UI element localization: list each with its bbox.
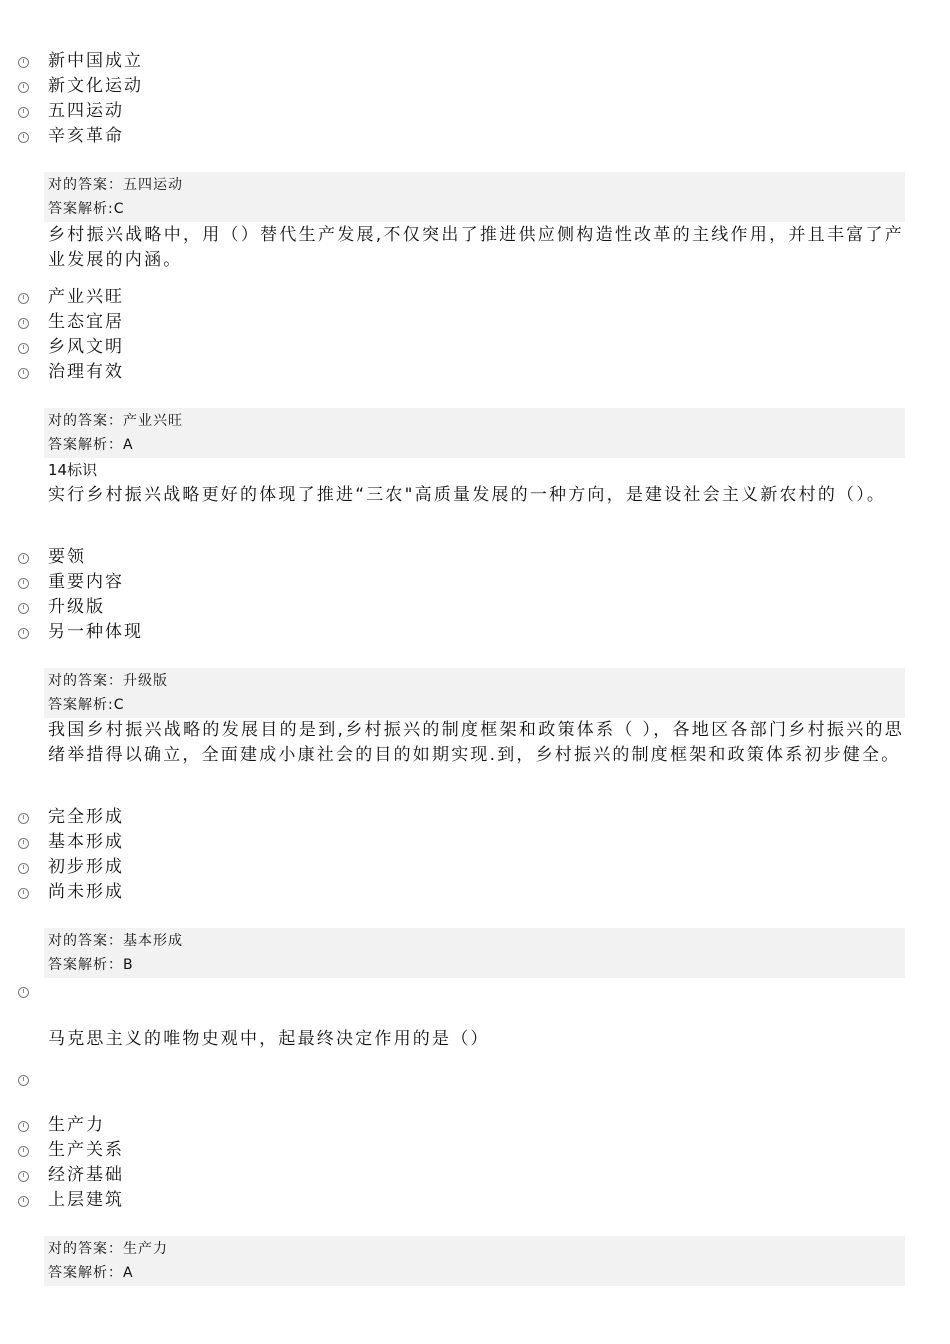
radio-icon[interactable] bbox=[18, 987, 29, 998]
answer-box bbox=[44, 1236, 905, 1286]
option-row[interactable] bbox=[18, 285, 124, 309]
radio-icon[interactable] bbox=[18, 578, 29, 589]
option-row[interactable] bbox=[18, 1138, 124, 1162]
option-row[interactable] bbox=[18, 595, 105, 619]
radio-icon[interactable] bbox=[18, 603, 29, 614]
radio-icon[interactable] bbox=[18, 888, 29, 899]
option-label: 辛亥革命 bbox=[48, 126, 124, 146]
option-label: 新中国成立 bbox=[48, 51, 143, 71]
option-row[interactable] bbox=[18, 1163, 124, 1187]
correct-answer: 对的答案：升级版 bbox=[48, 673, 168, 689]
option-row[interactable] bbox=[18, 880, 124, 904]
option-label: 乡风文明 bbox=[48, 337, 124, 357]
option-label: 升级版 bbox=[48, 597, 105, 617]
option-row[interactable] bbox=[18, 805, 124, 829]
radio-icon[interactable] bbox=[18, 368, 29, 379]
question-text: 我国乡村振兴战略的发展目的是到,乡村振兴的制度框架和政策体系（ ），各地区各部门乡村振兴的思绪举措得以确立，全面建成小康社会的目的如期实现.到，乡村振兴的制度框架和政策体系初步健全。 bbox=[48, 720, 904, 765]
radio-icon[interactable] bbox=[18, 813, 29, 824]
option-row[interactable] bbox=[18, 49, 143, 73]
radio-icon[interactable] bbox=[18, 838, 29, 849]
question-text: 实行乡村振兴战略更好的体现了推进“三农"高质量发展的一种方向，是建设社会主义新农村的（）。 bbox=[48, 485, 887, 505]
option-row[interactable] bbox=[18, 570, 124, 594]
radio-icon[interactable] bbox=[18, 1171, 29, 1182]
radio-icon[interactable] bbox=[18, 1146, 29, 1157]
option-label: 重要内容 bbox=[48, 572, 124, 592]
option-row[interactable] bbox=[18, 855, 124, 879]
option-row[interactable] bbox=[18, 830, 124, 854]
option-label: 产业兴旺 bbox=[48, 287, 124, 307]
question-text: 马克思主义的唯物史观中，起最终决定作用的是（） bbox=[48, 1029, 490, 1049]
radio-icon[interactable] bbox=[18, 318, 29, 329]
option-row[interactable] bbox=[18, 99, 124, 123]
option-label: 完全形成 bbox=[48, 807, 124, 827]
option-label: 上层建筑 bbox=[48, 1190, 124, 1210]
answer-analysis: 答案解析:C bbox=[48, 697, 125, 713]
option-label: 经济基础 bbox=[48, 1165, 124, 1185]
option-label: 治理有效 bbox=[48, 362, 124, 382]
answer-analysis: 答案解析:C bbox=[48, 201, 125, 217]
answer-box bbox=[44, 172, 905, 222]
option-label: 基本形成 bbox=[48, 832, 124, 852]
option-row[interactable] bbox=[18, 74, 143, 98]
correct-answer: 对的答案：基本形成 bbox=[48, 933, 183, 949]
radio-icon[interactable] bbox=[18, 293, 29, 304]
radio-icon[interactable] bbox=[18, 132, 29, 143]
option-row[interactable] bbox=[18, 360, 124, 384]
radio-icon[interactable] bbox=[18, 107, 29, 118]
option-label: 另一种体现 bbox=[48, 622, 143, 642]
note-label: 14标识 bbox=[48, 461, 98, 479]
option-row[interactable] bbox=[18, 620, 143, 644]
option-row[interactable] bbox=[18, 124, 124, 148]
radio-icon[interactable] bbox=[18, 1196, 29, 1207]
option-row[interactable] bbox=[18, 1113, 105, 1137]
option-label: 五四运动 bbox=[48, 101, 124, 121]
radio-icon[interactable] bbox=[18, 343, 29, 354]
option-label: 生态宜居 bbox=[48, 312, 124, 332]
option-label: 生产关系 bbox=[48, 1140, 124, 1160]
answer-box bbox=[44, 408, 905, 458]
correct-answer: 对的答案：生产力 bbox=[48, 1241, 168, 1257]
radio-icon[interactable] bbox=[18, 1121, 29, 1132]
radio-icon[interactable] bbox=[18, 1075, 29, 1086]
option-row[interactable] bbox=[18, 545, 86, 569]
option-row[interactable] bbox=[18, 335, 124, 359]
answer-box bbox=[44, 928, 905, 978]
radio-icon[interactable] bbox=[18, 57, 29, 68]
answer-analysis: 答案解析：A bbox=[48, 437, 134, 453]
answer-analysis: 答案解析：B bbox=[48, 957, 134, 973]
option-row[interactable] bbox=[18, 1188, 124, 1212]
radio-icon[interactable] bbox=[18, 863, 29, 874]
radio-icon[interactable] bbox=[18, 553, 29, 564]
option-row[interactable] bbox=[18, 310, 124, 334]
question-text: 乡村振兴战略中，用（）替代生产发展,不仅突出了推进供应侧构造性改革的主线作用，并且丰富了产业发展的内涵。 bbox=[48, 225, 904, 270]
option-label: 生产力 bbox=[48, 1115, 105, 1135]
option-label: 初步形成 bbox=[48, 857, 124, 877]
answer-analysis: 答案解析：A bbox=[48, 1265, 134, 1281]
correct-answer: 对的答案：五四运动 bbox=[48, 177, 183, 193]
correct-answer: 对的答案：产业兴旺 bbox=[48, 413, 183, 429]
option-label: 要领 bbox=[48, 547, 86, 567]
radio-icon[interactable] bbox=[18, 82, 29, 93]
radio-icon[interactable] bbox=[18, 628, 29, 639]
answer-box bbox=[44, 668, 905, 718]
option-label: 新文化运动 bbox=[48, 76, 143, 96]
option-label: 尚未形成 bbox=[48, 882, 124, 902]
